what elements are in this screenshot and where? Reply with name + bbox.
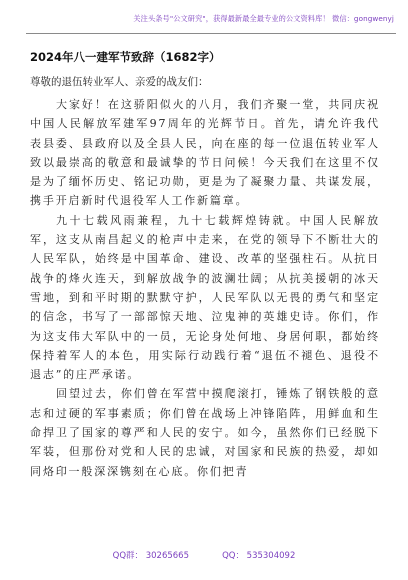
document-body	[30, 95, 380, 481]
paragraph-1: 大家好！在这骄阳似火的八月，我们齐聚一堂，共同庆祝中国人民解放军建军97周年的光辉节日。首先，请允许我代表县委、县政府以及全县人民，向在座的每一位退伍转业军人致以最崇高的敬意和最诚挚的节日问候！今天我们在这里不仅是为了缅怀历史、铭记功勋，更是为了凝聚力量、共谋发展，携手开启新时代退役军人工作新篇章。	[30, 98, 380, 208]
header-divider	[26, 33, 396, 34]
footer	[0, 543, 408, 562]
salutation: 尊敬的退伍转业军人、亲爱的战友们：	[30, 76, 209, 88]
header-banner: 关注头条号"公文研究"，获得最新最全最专业的公文资料库！ 微信：gongwenyj	[133, 14, 394, 23]
paragraph-2: 九十七载风雨兼程，九十七载辉煌铸就。中国人民解放军，这支从南昌起义的枪声中走来，在党的领导下不断壮大的人民军队，始终是中国革命、建设、改革的坚强柱石。从抗日战争的烽火连天，到解放战争的波澜壮阔；从抗美援朝的冰天雪地，到和平时期的默默守护，人民军队以无畏的勇气和坚定的信念，书写了一部部惊天地、泣鬼神的英雄史诗。你们，作为这支伟大军队中的一员，无论身处何地、身居何职，都始终保持着军人的本色，用实际行动践行着“退伍不褪色、退役不退志”的庄严承诺。	[30, 213, 380, 382]
document-title: 2024年八一建军节致辞（1682字）	[30, 50, 221, 64]
footer-qq-contact: QQ： 535304092	[222, 551, 296, 561]
paragraph-3: 回望过去，你们曾在军营中摸爬滚打，锤炼了钢铁般的意志和过硬的军事素质；你们曾在战场上冲锋陷阵，用鲜血和生命捍卫了国家的尊严和人民的安宁。如今，虽然你们已经脱下军装，但那份对党和人民的忠诚，对国家和民族的热爱，却如同烙印一般深深镌刻在心底。你们把青	[30, 387, 380, 478]
footer-qq-group: QQ群： 30265665	[112, 551, 189, 561]
